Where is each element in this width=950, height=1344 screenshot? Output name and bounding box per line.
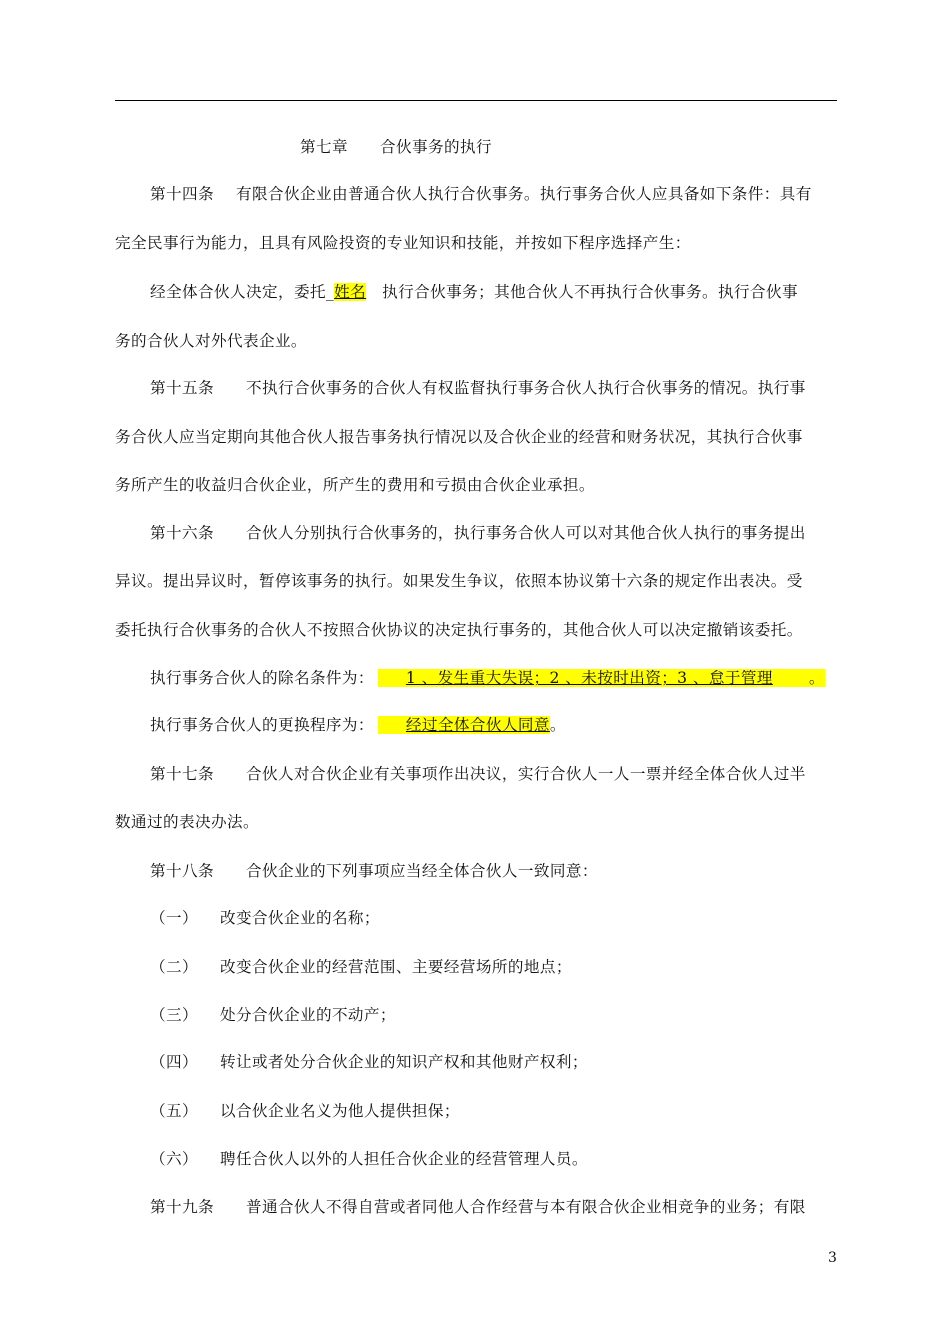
list-item-text: 改变合伙企业的经营范围、主要经营场所的地点； [219,958,572,976]
article-14-line-4: 务的合伙人对外代表企业。 [115,332,307,350]
replacement-procedure [150,715,566,735]
replacement-end-mark: 。 [549,716,566,734]
article-15-line-3: 务所产生的收益归合伙企业，所产生的费用和亏损由合伙企业承担。 [115,476,595,494]
article-16-text: 合伙人分别执行合伙事务的，执行事务合伙人可以对其他合伙人执行的事务提出 [245,524,806,542]
list-item-text: 以合伙企业名义为他人提供担保； [219,1102,460,1120]
article-14-line-3-pre: 经全体合伙人决定，委托_ [150,283,335,301]
chapter-title: 合伙事务的执行 [379,138,492,156]
chapter-label: 第七章 [300,138,348,156]
list-item-text: 聘任合伙人以外的人担任合伙企业的经营管理人员。 [219,1150,588,1168]
article-15-line-1 [150,378,806,398]
list-item [150,908,380,928]
removal-conditions-field [378,669,809,687]
removal-label: 执行事务合伙人的除名条件为： [150,669,374,687]
article-16-line-2: 异议。提出异议时，暂停该事务的执行。如果发生争议，依照本协议第十六条的规定作出表决。受 [115,572,803,590]
removal-conditions [150,668,825,688]
article-18-label: 第十八条 [150,862,214,880]
article-17-line-1 [150,764,806,784]
removal-end-mark: 。 [808,669,825,687]
list-item-number: （五） [150,1102,198,1120]
article-14-line-1 [150,184,812,204]
article-17-text: 合伙人对合伙企业有关事项作出决议，实行合伙人一人一票并经全体合伙人过半 [245,765,806,783]
list-item [150,1149,588,1169]
list-item [150,1052,588,1072]
article-15-line-2: 务合伙人应当定期向其他合伙人报告事务执行情况以及合伙企业的经营和财务状况，其执行合伙事 [115,428,803,446]
article-17-line-2: 数通过的表决办法。 [115,813,259,831]
article-16-label: 第十六条 [150,524,214,542]
list-item [150,1101,460,1121]
article-16-line-1 [150,523,806,543]
article-15-label: 第十五条 [150,379,214,397]
list-item-text: 转让或者处分合伙企业的知识产权和其他财产权利； [219,1053,588,1071]
list-item-text: 处分合伙企业的不动产； [219,1006,396,1024]
replacement-procedure-value: 经过全体合伙人同意 [405,716,550,734]
article-15-text: 不执行合伙事务的合伙人有权监督执行事务合伙人执行合伙事务的情况。执行事 [245,379,806,397]
article-14-line-3 [150,282,798,302]
article-19-text: 普通合伙人不得自营或者同他人合作经营与本有限合伙企业相竞争的业务；有限 [245,1198,806,1216]
article-14-text: 有限合伙企业由普通合伙人执行合伙事务。执行事务合伙人应具备如下条件：具有 [235,185,812,203]
article-17-label: 第十七条 [150,765,214,783]
list-item [150,1005,396,1025]
chapter-heading [300,137,492,157]
list-item-text: 改变合伙企业的名称； [219,909,380,927]
list-item-number: （二） [150,958,198,976]
article-16-line-3: 委托执行合伙事务的合伙人不按照合伙协议的决定执行事务的，其他合伙人可以决定撤销该委托。 [115,621,803,639]
article-14-line-3-post: 执行合伙事务；其他合伙人不再执行合伙事务。执行合伙事 [382,283,798,301]
replacement-label: 执行事务合伙人的更换程序为： [150,716,374,734]
article-14-line-2: 完全民事行为能力，且具有风险投资的专业知识和技能，并按如下程序选择产生： [115,234,691,252]
page-number: 3 [828,1250,837,1266]
replacement-procedure-field [378,716,550,734]
list-item-number: （三） [150,1006,198,1024]
removal-conditions-value: 1 、发生重大失误；2 、未按时出资；3 、怠于管理 [405,669,773,687]
list-item-number: （六） [150,1150,198,1168]
list-item [150,957,572,977]
list-item-number: （四） [150,1053,198,1071]
article-19-line-1 [150,1197,806,1217]
article-19-label: 第十九条 [150,1198,214,1216]
article-18-text: 合伙企业的下列事项应当经全体合伙人一致同意： [245,862,598,880]
header-rule [115,100,837,101]
list-item-number: （一） [150,909,198,927]
article-18-line-1 [150,861,598,881]
article-14-label: 第十四条 [150,185,214,203]
partner-name-field: 姓名 [334,283,367,301]
